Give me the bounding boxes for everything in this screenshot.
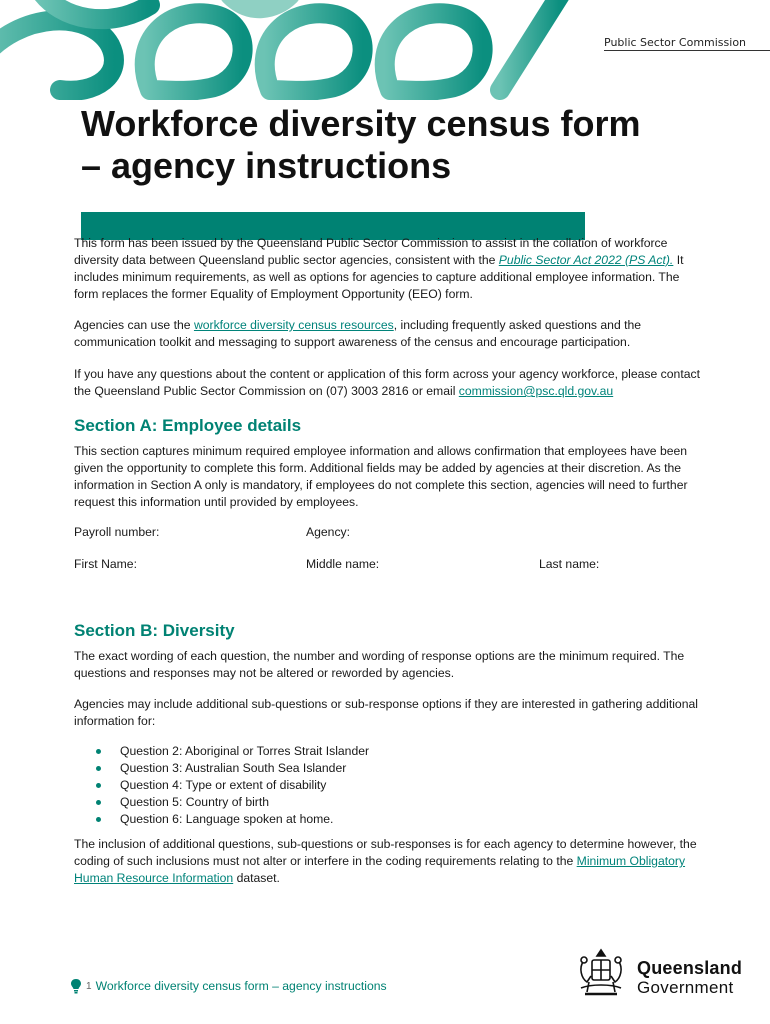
payroll-number-label: Payroll number: [74, 525, 160, 539]
queensland-government-logo [575, 946, 745, 1002]
mohri-link[interactable]: Minimum Obligatory Human Resource Information [74, 854, 686, 885]
intro-p2-text-b: , including frequently asked questions and the communication toolkit and messaging to support awareness of the census and encourage participation. [74, 318, 642, 349]
list-item [96, 777, 369, 794]
intro-p1-text-b: It includes minimum requirements, as well as options for agencies to capture additional employee information. The form replaces the former Equality of Employment Opportunity (EEO) form. [74, 253, 684, 301]
page-footer [70, 978, 387, 994]
intro-paragraph-3 [74, 366, 704, 400]
section-b-paragraph-1: The exact wording of each question, the number and wording of response options are the minimum required. The questions and responses may not be altered or reworded by agencies. [74, 649, 685, 680]
page-title [81, 103, 721, 187]
first-name-label: First Name: [74, 557, 137, 571]
list-item [96, 794, 369, 811]
title-line-2: – agency instructions [81, 145, 452, 186]
list-item-text: Question 6: Language spoken at home. [120, 812, 334, 826]
section-b-p3-text-b: dataset. [233, 871, 280, 885]
coat-of-arms-icon [575, 946, 627, 1000]
section-b-p3-text-a: The inclusion of additional questions, sub-questions or sub-responses is for each agency to determine however, the coding of such inclusions must not alter or interfere in the coding requirements relating to the [74, 837, 697, 868]
intro-p1-text-a: This form has been issued by the Queensland Public Sector Commission to assist in the collation of workforce diversity data between Queensland public sector agencies, consistent with the [74, 236, 668, 267]
middle-name-label: Middle name: [306, 557, 380, 571]
list-item-text: Question 3: Australian South Sea Islander [120, 761, 347, 775]
page-number: 1 [86, 980, 92, 992]
bullet-icon [96, 817, 101, 822]
list-item [96, 811, 369, 828]
list-item [96, 760, 369, 777]
agency-label: Agency: [306, 525, 351, 539]
organisation-name: Public Sector Commission [604, 36, 747, 49]
logo-text-government: Government [637, 978, 734, 997]
list-item-text: Question 4: Type or extent of disability [120, 778, 327, 792]
intro-paragraph-1 [74, 235, 699, 303]
ps-act-link[interactable]: Public Sector Act 2022 (PS Act). [498, 253, 674, 267]
bullet-icon [96, 800, 101, 805]
section-b-paragraph-3 [74, 836, 699, 887]
census-resources-link[interactable]: workforce diversity census resources [193, 318, 394, 332]
list-item-text: Question 5: Country of birth [120, 795, 270, 809]
header-divider [604, 50, 770, 51]
diversity-questions-list [96, 743, 369, 828]
section-a-body: This section captures minimum required employee information and allows confirmation that employees have been given the opportunity to complete this form. Additional fields may be added by agencies at their discretion. As the information in Section A only is mandatory, if employees do not complete this section, agencies will need to further request this information until provided by employees. [74, 444, 688, 509]
section-b-heading: Section B: Diversity [74, 621, 235, 640]
commission-email-link[interactable]: commission@psc.qld.gov.au [458, 384, 614, 398]
section-b-paragraph-2: Agencies may include additional sub-questions or sub-response options if they are interested in gathering additional information for: [74, 697, 698, 728]
bullet-icon [96, 749, 101, 754]
lightbulb-icon [70, 978, 82, 994]
header-ribbon-graphic [0, 0, 600, 100]
list-item [96, 743, 369, 760]
footer-doc-title: Workforce diversity census form – agency instructions [95, 979, 387, 993]
intro-p2-text-a: Agencies can use the [74, 318, 194, 332]
intro-paragraph-2 [74, 317, 699, 351]
logo-text-queensland: Queensland [637, 958, 743, 978]
intro-p3-text-a: If you have any questions about the content or application of this form across your agency workforce, please contact the Queensland Public Sector Commission on (07) 3003 2816 or email [74, 367, 700, 398]
last-name-label: Last name: [539, 557, 600, 571]
bullet-icon [96, 783, 101, 788]
list-item-text: Question 2: Aboriginal or Torres Strait Islander [120, 744, 370, 758]
bullet-icon [96, 766, 101, 771]
title-line-1: Workforce diversity census form [81, 103, 641, 144]
section-a-heading: Section A: Employee details [74, 416, 302, 435]
